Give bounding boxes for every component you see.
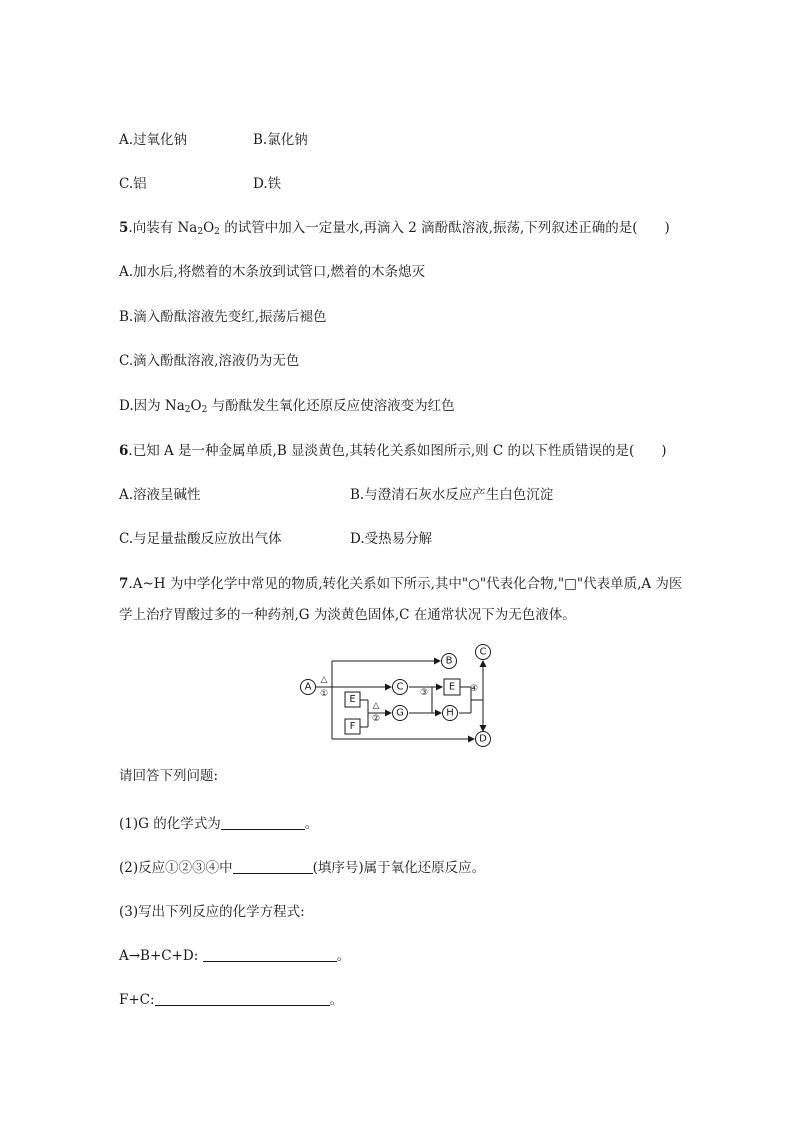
answer-blank-eq1[interactable] bbox=[203, 961, 337, 962]
q7-eq2: F+C: 。 bbox=[119, 992, 344, 1008]
q7-sub3: (3)写出下列反应的化学方程式: bbox=[119, 904, 305, 920]
reaction-2-label: ② bbox=[371, 714, 381, 724]
q5-option-c: C.滴入酚酞溶液,溶液仍为无色 bbox=[119, 353, 300, 369]
q5-number: 5 bbox=[119, 220, 129, 236]
q5-option-a: A.加水后,将燃着的木条放到试管口,燃着的木条熄灭 bbox=[119, 264, 426, 280]
q6-option-a: A.溶液呈碱性 bbox=[119, 487, 201, 503]
node-g-label: G bbox=[396, 707, 404, 719]
q6-number: 6 bbox=[119, 443, 129, 459]
q6-option-d: D.受热易分解 bbox=[350, 531, 433, 547]
node-c2-label: C bbox=[479, 646, 487, 658]
q5-stem: 5.向装有 $Na_2O_2$ 的试管中加入一定量水,再滴入 2 滴酚酞溶液,振荡,下列叙述正确的是( ) bbox=[119, 220, 670, 237]
reaction-4-label: ④ bbox=[469, 684, 479, 694]
q7-sub2: (2)反应①②③④中 (填序号)属于氧化还原反应。 bbox=[119, 860, 486, 876]
q4-option-c: C.铝 bbox=[119, 176, 147, 192]
node-c-label: C bbox=[396, 681, 404, 693]
q6-option-b: B.与澄清石灰水反应产生白色沉淀 bbox=[350, 487, 554, 503]
q7-sub1: (1)G 的化学式为 。 bbox=[119, 816, 319, 832]
q5-option-b: B.滴入酚酞溶液先变红,振荡后褪色 bbox=[119, 309, 327, 325]
q7-prompt: 请回答下列问题: bbox=[119, 768, 219, 784]
node-d-label: D bbox=[479, 733, 487, 745]
q4-option-b: B.氯化钠 bbox=[253, 132, 308, 148]
node-a-label: A bbox=[304, 681, 312, 693]
q7-eq1: A→B+C+D: 。 bbox=[119, 948, 351, 964]
q7-number: 7 bbox=[119, 576, 129, 592]
q4-option-d: D.铁 bbox=[253, 176, 282, 192]
q4-option-a: A.过氧化钠 bbox=[119, 132, 188, 148]
delta-2-label: △ bbox=[372, 701, 380, 711]
node-f-label: F bbox=[349, 721, 356, 732]
answer-blank-2[interactable] bbox=[233, 873, 313, 874]
answer-blank-eq2[interactable] bbox=[155, 1005, 330, 1006]
reaction-diagram bbox=[298, 640, 498, 750]
node-e-label: E bbox=[349, 694, 356, 705]
reaction-3-label: ③ bbox=[419, 688, 429, 698]
node-b-label: B bbox=[445, 655, 453, 667]
node-e2-label: E bbox=[448, 681, 456, 693]
delta-1-label: △ bbox=[320, 675, 328, 685]
q6-option-c: C.与足量盐酸反应放出气体 bbox=[119, 531, 282, 547]
q7-stem-line2: 学上治疗胃酸过多的一种药剂,G 为淡黄色固体,C 在通常状况下为无色液体。 bbox=[119, 607, 576, 623]
q7-stem-line1: 7.A~H 为中学化学中常见的物质,转化关系如下所示,其中"○"代表化合物,"□"代表单质,A 为医 bbox=[119, 576, 683, 592]
reaction-1-label: ① bbox=[319, 689, 329, 699]
q5-option-d: D.因为 $Na_2O_2$ 与酚酞发生氧化还原反应使溶液变为红色 bbox=[119, 398, 455, 415]
answer-blank-1[interactable] bbox=[221, 829, 305, 830]
q6-stem: 6.已知 A 是一种金属单质,B 显淡黄色,其转化关系如图所示,则 C 的以下性质错误的是( ) bbox=[119, 443, 667, 459]
node-h-label: H bbox=[446, 707, 454, 719]
